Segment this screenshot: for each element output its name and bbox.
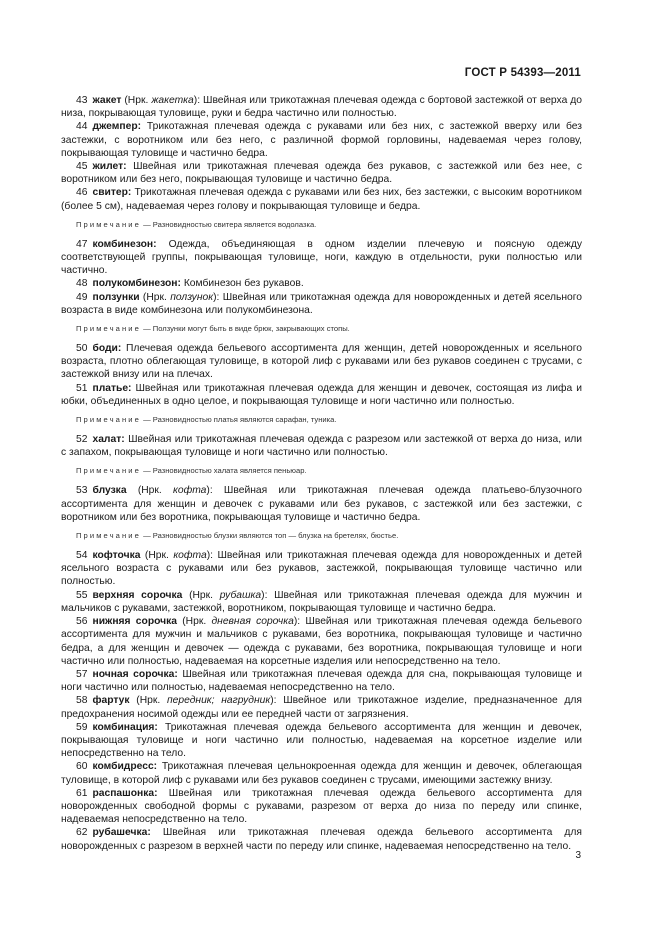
definition-entry	[61, 186, 582, 212]
entry-number: 49	[76, 291, 88, 303]
entry-number: 45	[76, 161, 88, 173]
entry-term: фартук	[92, 695, 130, 707]
entry-term: кофточка	[92, 550, 141, 562]
entry-number: 46	[76, 187, 88, 199]
definition-entry	[61, 668, 582, 694]
entry-number: 55	[76, 589, 88, 601]
page-number: 3	[575, 850, 581, 861]
note-text: — Разновидностью платья являются сарафан, туника.	[140, 415, 337, 425]
entry-definition: Комбинезон без рукавов.	[180, 278, 304, 290]
entry-definition: (Нрк. кофта): Швейная или трикотажная плечевая одежда для новорожденных и детей ясельного возраста с рукавами или без рукавов, застежкой, покрывающая туловище частично или полностью.	[61, 550, 582, 588]
entry-term: платье:	[92, 382, 132, 394]
entry-term: жилет:	[92, 161, 127, 173]
entry-term: джемпер:	[92, 121, 142, 133]
definition-entry	[61, 760, 582, 786]
entry-number: 57	[76, 668, 88, 680]
entry-term: распашонка:	[92, 787, 158, 799]
entry-term: ползунки	[92, 291, 140, 303]
note	[61, 219, 582, 230]
definition-entry	[61, 382, 582, 408]
definition-entry	[61, 615, 582, 668]
entry-definition: Швейная или трикотажная плечевая одежда без рукавов, с застежкой или без нее, с воротником или без него, покрывающая туловище и частично бедра.	[61, 161, 582, 186]
entry-number: 53	[76, 485, 88, 497]
entry-definition: Трикотажная плечевая одежда с рукавами или без них, с застежкой вверху или без застежки, с воротником или без него, с различной формой горловины, надеваемая через голову, покрывающая туловище и частично бедра.	[61, 121, 582, 159]
entry-number: 43	[76, 95, 88, 106]
definition-entry	[61, 721, 582, 761]
definition-entry	[61, 826, 582, 852]
entry-definition: Швейная или трикотажная плечевая одежда для сна, покрывающая туловище и ноги частично или полностью, надеваемая непосредственно на тело.	[61, 668, 582, 694]
note-text: — Разновидностью свитера является водолазка.	[140, 219, 317, 229]
definition-entry	[61, 484, 582, 524]
entry-number: 52	[76, 434, 88, 446]
note	[61, 323, 582, 334]
entry-number: 47	[76, 238, 88, 250]
entry-number: 44	[76, 121, 88, 133]
entry-definition: Трикотажная плечевая цельнокроенная одежда для женщин и девочек, облегающая туловище, в которой лиф с рукавами или без рукавов соединен с трусами, имеющими застежку внизу.	[61, 761, 582, 786]
entry-number: 58	[76, 695, 88, 707]
entry-number: 61	[76, 787, 88, 799]
note-label: Примечание	[76, 219, 141, 229]
note-label: Примечание	[76, 466, 141, 476]
entry-term: жакет	[92, 95, 122, 106]
entry-term: верхняя сорочка	[92, 589, 183, 601]
definition-entry	[61, 160, 582, 186]
entry-definition: Трикотажная плечевая одежда бельевого ассортимента для женщин и девочек, покрывающая туловище и ноги частично или полностью, надеваемая на корсетное изделие или непосредственно на тело.	[61, 721, 582, 760]
entry-definition: Швейная или трикотажная плечевая одежда бельевого ассортимента для новорожденных свободной формы с рукавами, разрезом от верха до низа по переду или спинке, надеваемая непосредственно на тело.	[61, 787, 582, 826]
definition-entry	[61, 94, 582, 120]
entry-number: 60	[76, 761, 88, 773]
definition-entry	[61, 433, 582, 459]
entry-number: 56	[76, 616, 88, 628]
entry-number: 59	[76, 721, 88, 733]
definition-entry	[61, 291, 582, 317]
definition-entry	[61, 694, 582, 720]
entry-definition: (Нрк. жакетка): Швейная или трикотажная плечевая одежда с бортовой застежкой от верха до низа, покрывающая туловище, руки и бедра частично или полностью.	[61, 95, 583, 120]
entry-term: комбинация:	[92, 721, 158, 733]
definition-entry	[61, 787, 582, 827]
entry-term: блузка	[92, 485, 127, 497]
entry-definition: (Нрк. кофта): Швейная или трикотажная плечевая одежда платьево-блузочного ассортимента для женщин и девочек с рукавами или без рукавов, с застежкой или без застежки, с воротником или без воротника, покрывающая туловище и частично бедра.	[61, 485, 582, 523]
entry-term: свитер:	[92, 187, 132, 199]
note-label: Примечание	[76, 531, 141, 541]
entry-term: комбидресс:	[92, 761, 158, 773]
entry-term: нижняя сорочка	[92, 616, 177, 628]
note	[61, 465, 582, 476]
entry-definition: (Нрк. рубашка): Швейная или трикотажная плечевая одежда для мужчин и мальчиков с рукавами, застежкой, воротником, покрывающая туловище и частично бедра.	[61, 589, 582, 614]
definition-entry	[61, 238, 582, 278]
entry-definition: (Нрк. передник; нагрудник): Швейное или трикотажное изделие, предназначенное для предохранения носимой одежды или ее передней части от загрязнения.	[61, 695, 583, 720]
entry-term: рубашечка:	[92, 827, 151, 839]
entry-number: 54	[76, 550, 88, 562]
note-label: Примечание	[76, 415, 141, 425]
entry-definition: Одежда, объединяющая в одном изделии плечевую и поясную одежду соответствующей группы, покрывающая туловище, ноги, каждую в отдельности, руки полностью или частично.	[61, 238, 582, 277]
entry-term: боди:	[92, 343, 122, 355]
note-label: Примечание	[76, 324, 141, 334]
entry-number: 51	[76, 382, 88, 394]
entry-definition: Плечевая одежда бельевого ассортимента для женщин, детей новорожденных и ясельного возраста, плотно облегающая туловище, в которой лиф с рукавами или без рукавов соединен с трусами, с застежкой внизу или на плечах.	[61, 343, 582, 381]
entry-number: 62	[76, 827, 88, 839]
entry-term: комбинезон:	[92, 238, 157, 250]
definition-entry	[61, 589, 582, 615]
definition-entry	[61, 342, 582, 382]
note-text: — Разновидностью блузки являются топ — блузка на бретелях, бюстье.	[140, 531, 399, 541]
entry-definition: Швейная или трикотажная плечевая одежда бельевого ассортимента для новорожденных с разрезом в верхней части по переду или спинке, надеваемая непосредственно на тело.	[61, 827, 582, 852]
entry-definition: (Нрк. дневная сорочка): Швейная или трикотажная плечевая одежда бельевого ассортимента для мужчин и мальчиков с рукавами, без воротника, покрывающая туловище и частично бедра, а для женщин и девочек — одежда с рукавами, без воротника, покрывающая туловище и ноги частично или полностью, надеваемая на корсетные изделия или непосредственно на тело.	[61, 616, 582, 667]
entry-term: полукомбинезон:	[92, 278, 181, 290]
entry-number: 50	[76, 343, 88, 355]
entry-number: 48	[76, 278, 88, 290]
definition-entry	[61, 549, 582, 589]
note-text: — Разновидностью халата является пеньюар.	[140, 466, 307, 476]
note	[61, 530, 582, 541]
entry-definition: Трикотажная плечевая одежда с рукавами или без них, без застежки, с высоким воротником (более 5 см), надеваемая через голову и покрывающая туловище и бедра.	[61, 187, 582, 212]
entry-definition: (Нрк. ползунок): Швейная или трикотажная одежда для новорожденных и детей ясельного возраста в виде комбинезона или полукомбинезона.	[61, 291, 582, 316]
note-text: — Ползунки могут быть в виде брюк, закрывающих стопы.	[140, 324, 350, 334]
note	[61, 414, 582, 425]
definitions-list	[61, 94, 582, 853]
entry-term: ночная сорочка:	[92, 668, 178, 680]
standard-header: ГОСТ Р 54393—2011	[464, 67, 581, 79]
entry-term: халат:	[92, 434, 125, 446]
definition-entry	[61, 120, 582, 160]
definition-entry	[61, 277, 582, 290]
entry-definition: Швейная или трикотажная плечевая одежда с разрезом или застежкой от верха до низа, или с запахом, покрывающая туловище и ноги частично или полностью.	[61, 434, 582, 459]
entry-definition: Швейная или трикотажная плечевая одежда для женщин и девочек, состоящая из лифа и юбки, объединенных в одно целое, и покрывающая туловище и ноги частично или полностью.	[61, 382, 582, 407]
